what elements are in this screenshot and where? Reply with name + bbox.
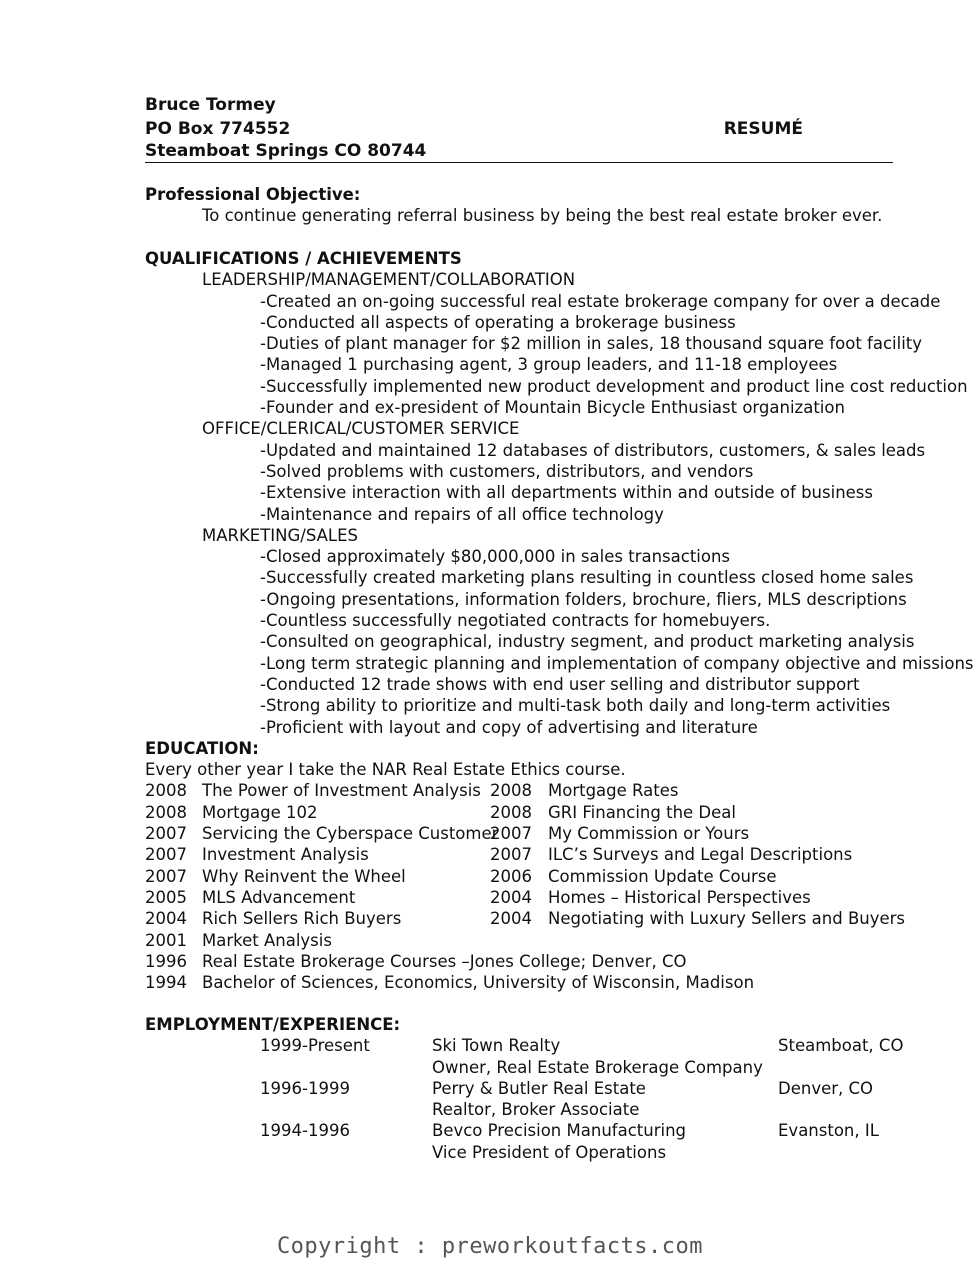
qualification-item: -Conducted all aspects of operating a brokerage business [260, 312, 736, 332]
education-year: 2004 [490, 909, 532, 929]
qualifications-groups [145, 269, 974, 738]
job-row [145, 1120, 945, 1141]
education-course: Real Estate Brokerage Courses –Jones College; Denver, CO [202, 951, 687, 971]
qualification-item: -Closed approximately $80,000,000 in sales transactions [260, 547, 731, 567]
qualification-item: -Founder and ex-president of Mountain Bicycle Enthusiast organization [260, 398, 845, 418]
education-course: Mortgage Rates [548, 781, 679, 801]
qualification-item: -Extensive interaction with all departments within and outside of business [260, 483, 873, 503]
job-location: Denver, CO [778, 1078, 874, 1098]
job-dates: 1999-Present [260, 1036, 370, 1056]
education-row [145, 802, 945, 823]
employment-section [145, 1014, 945, 1163]
qualification-item: -Ongoing presentations, information folders, brochure, fliers, MLS descriptions [260, 589, 907, 609]
education-intro: Every other year I take the NAR Real Estate Ethics course. [145, 760, 626, 780]
education-year: 2008 [490, 802, 532, 822]
qualification-item: -Updated and maintained 12 databases of distributors, customers, & sales leads [260, 440, 926, 460]
education-row [145, 951, 945, 972]
education-course: MLS Advancement [202, 887, 356, 907]
education-year: 2001 [145, 930, 187, 950]
qualification-item: -Maintenance and repairs of all office technology [260, 504, 664, 524]
copyright-watermark: Copyright : preworkoutfacts.com [276, 1234, 704, 1259]
qualification-item: -Consulted on geographical, industry segment, and product marketing analysis [260, 632, 915, 652]
education-year: 1996 [145, 951, 187, 971]
education-course: Market Analysis [202, 930, 332, 950]
education-row [145, 908, 945, 929]
job-role: Vice President of Operations [432, 1142, 667, 1162]
job-company: Ski Town Realty [432, 1036, 561, 1056]
education-list [145, 780, 945, 993]
job-role-row [145, 1099, 945, 1120]
qualification-item: -Conducted 12 trade shows with end user selling and distributor support [260, 674, 860, 694]
qualification-item: -Proficient with layout and copy of advertising and literature [260, 717, 758, 737]
education-year: 2007 [145, 866, 187, 886]
education-year: 1994 [145, 973, 187, 993]
education-course: Homes – Historical Perspectives [548, 887, 811, 907]
education-course: Rich Sellers Rich Buyers [202, 909, 402, 929]
job-dates: 1996-1999 [260, 1078, 350, 1098]
education-course: Commission Update Course [548, 866, 777, 886]
job-dates: 1994-1996 [260, 1121, 350, 1141]
education-course: My Commission or Yours [548, 824, 750, 844]
employment-title: EMPLOYMENT/EXPERIENCE: [145, 1015, 401, 1034]
qualification-item: -Successfully implemented new product development and product line cost reduction [260, 376, 968, 396]
education-course: Negotiating with Luxury Sellers and Buyers [548, 909, 906, 929]
objective-text: To continue generating referral business by being the best real estate broker ever. [202, 206, 883, 226]
education-year: 2008 [490, 781, 532, 801]
qualification-item: -Successfully created marketing plans resulting in countless closed home sales [260, 568, 914, 588]
education-course: The Power of Investment Analysis [202, 781, 481, 801]
qualification-item: -Created an on-going successful real estate brokerage company for over a decade [260, 291, 941, 311]
qualification-group-heading: MARKETING/SALES [202, 525, 359, 545]
education-row [145, 866, 945, 887]
education-course: Bachelor of Sciences, Economics, University of Wisconsin, Madison [202, 973, 755, 993]
education-course: Mortgage 102 [202, 802, 318, 822]
education-year: 2008 [145, 781, 187, 801]
job-row [145, 1035, 945, 1056]
education-row [145, 972, 945, 993]
job-role: Owner, Real Estate Brokerage Company [432, 1057, 763, 1077]
qualification-group-heading: OFFICE/CLERICAL/CUSTOMER SERVICE [202, 419, 520, 439]
education-row [145, 844, 945, 865]
education-year: 2007 [490, 845, 532, 865]
qualification-item: -Long term strategic planning and implementation of company objective and missions [260, 653, 974, 673]
education-course: Why Reinvent the Wheel [202, 866, 406, 886]
education-year: 2004 [145, 909, 187, 929]
job-role-row [145, 1142, 945, 1163]
qualification-item: -Countless successfully negotiated contracts for homebuyers. [260, 611, 771, 631]
education-year: 2005 [145, 887, 187, 907]
education-year: 2007 [145, 845, 187, 865]
education-course: GRI Financing the Deal [548, 802, 736, 822]
qualification-item: -Strong ability to prioritize and multi-task both daily and long-term activities [260, 696, 891, 716]
education-row [145, 823, 945, 844]
qualification-group-heading: LEADERSHIP/MANAGEMENT/COLLABORATION [202, 270, 576, 290]
resume-header [145, 94, 895, 163]
education-year: 2006 [490, 866, 532, 886]
job-row [145, 1078, 945, 1099]
education-row [145, 930, 945, 951]
qualification-item: -Managed 1 purchasing agent, 3 group leaders, and 11-18 employees [260, 355, 838, 375]
job-role-row [145, 1057, 945, 1078]
education-year: 2007 [145, 824, 187, 844]
education-title: EDUCATION: [145, 738, 259, 758]
applicant-address: PO Box 774552 [145, 118, 291, 139]
employment-list [145, 1035, 945, 1163]
education-course: ILC’s Surveys and Legal Descriptions [548, 845, 853, 865]
job-location: Steamboat, CO [778, 1036, 904, 1056]
qualifications-title: QUALIFICATIONS / ACHIEVEMENTS [145, 249, 462, 268]
qualification-item: -Solved problems with customers, distributors, and vendors [260, 461, 754, 481]
education-row [145, 780, 945, 801]
resume-label: RESUMÉ [723, 118, 803, 139]
objective-section [145, 184, 945, 227]
education-year: 2004 [490, 887, 532, 907]
applicant-city: Steamboat Springs CO 80744 [145, 141, 893, 163]
education-course: Investment Analysis [202, 845, 369, 865]
job-location: Evanston, IL [778, 1121, 879, 1141]
qualification-item: -Duties of plant manager for $2 million in sales, 18 thousand square foot facility [260, 334, 923, 354]
qualifications-section [145, 248, 974, 993]
job-company: Perry & Butler Real Estate [432, 1078, 646, 1098]
objective-title: Professional Objective: [145, 185, 361, 204]
job-role: Realtor, Broker Associate [432, 1100, 640, 1120]
education-year: 2008 [145, 802, 187, 822]
education-year: 2007 [490, 824, 532, 844]
education-course: Servicing the Cyberspace Customer [202, 824, 499, 844]
applicant-name: Bruce Tormey [145, 95, 276, 115]
education-row [145, 887, 945, 908]
job-company: Bevco Precision Manufacturing [432, 1121, 686, 1141]
